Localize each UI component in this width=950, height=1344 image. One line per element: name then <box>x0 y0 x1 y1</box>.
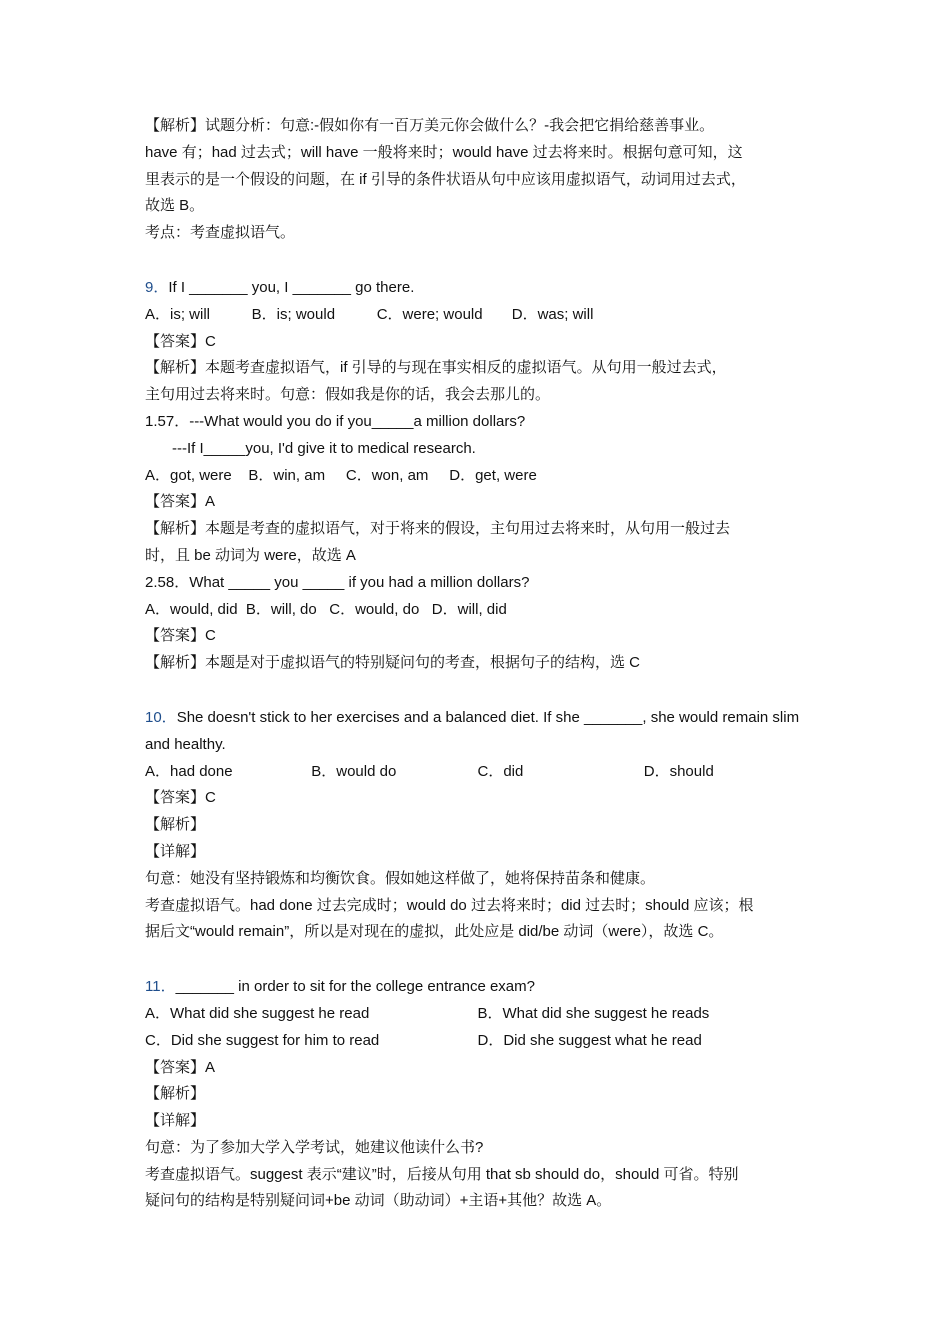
sub-question-stem: 2.58．What _____ you _____ if you had a million dollars? <box>145 573 530 591</box>
analysis-line: 时，且 be 动词为 were，故选 A <box>145 546 356 564</box>
question-10 <box>145 705 810 946</box>
option-b: B．What did she suggest he reads <box>477 1004 710 1022</box>
answer: 【答案】A <box>145 493 216 511</box>
option-d: D．should <box>643 762 714 780</box>
analysis-line: 【解析】本题考查虚拟语气，if 引导的与现在事实相反的虚拟语气。从句用一般过去式， <box>145 359 727 377</box>
question-stem <box>145 974 810 1001</box>
question-text: She doesn't stick to her exercises and a balanced diet. If she _______, she would remain slim <box>176 708 800 726</box>
option-d: D．Did she suggest what he read <box>477 1031 702 1049</box>
option-b: B．would do <box>311 762 397 780</box>
explanation-line: 考查虚拟语气。suggest 表示“建议”时，后接从句用 that sb should do，should 可省。特别 <box>145 1165 739 1183</box>
option-a: A．had done <box>145 762 233 780</box>
option-c: C．Did she suggest for him to read <box>145 1031 380 1049</box>
analysis-line: 里表示的是一个假设的问题，在 if 引导的条件状语从句中应该用虚拟语气，动词用过去式， <box>145 170 746 188</box>
explanation-line: 考查虚拟语气。had done 过去完成时；would do 过去将来时；did 过去时；should 应该；根 <box>145 896 754 914</box>
analysis-heading: 【解析】 <box>145 816 206 834</box>
option-c: C．did <box>477 762 524 780</box>
question-number: 10． <box>145 708 177 726</box>
answer: 【答案】A <box>145 1058 216 1076</box>
answer: 【答案】C <box>145 332 216 350</box>
question-stem-continued: and healthy. <box>145 735 226 753</box>
question-stem <box>145 275 810 302</box>
detail-heading: 【详解】 <box>145 1112 206 1130</box>
analysis-heading: 【解析】 <box>145 1085 206 1103</box>
answer: 【答案】C <box>145 627 216 645</box>
question-options <box>145 759 810 786</box>
document-page <box>145 113 810 1215</box>
explanation-line: 据后文“would remain”，所以是对现在的虚拟，此处应是 did/be 动词（were），故选 C。 <box>145 923 724 941</box>
answer: 【答案】C <box>145 789 216 807</box>
sentence-meaning: 句意：她没有坚持锻炼和均衡饮食。假如她这样做了，她将保持苗条和健康。 <box>145 869 656 887</box>
analysis-line: 【解析】本题是考查的虚拟语气，对于将来的假设，主句用过去将来时，从句用一般过去 <box>145 520 731 538</box>
question-options: A．is; will B．is; would C．were; would D．was; will <box>145 305 594 323</box>
prev-analysis <box>145 113 810 247</box>
sub-question-options: A．would, did B．will, do C．would, do D．will, did <box>145 600 507 618</box>
question-text: If I _______ you, I _______ go there. <box>168 278 415 296</box>
question-options-row <box>145 1001 810 1028</box>
sub-question-stem: 1.57．---What would you do if you_____a million dollars? <box>145 412 526 430</box>
option-a: A．What did she suggest he read <box>145 1004 370 1022</box>
sub-question-stem: ---If I_____you, I'd give it to medical research. <box>172 439 476 457</box>
test-point: 考点：考查虚拟语气。 <box>145 224 296 242</box>
question-number: 9． <box>145 278 169 296</box>
question-number: 11． <box>145 978 176 996</box>
question-stem <box>145 705 810 732</box>
question-options-row <box>145 1028 810 1055</box>
question-11 <box>145 974 810 1215</box>
analysis-line: 【解析】本题是对于虚拟语气的特别疑问句的考查，根据句子的结构，选 C <box>145 654 641 672</box>
analysis-line: 故选 B。 <box>145 197 205 215</box>
analysis-line: have 有；had 过去式；will have 一般将来时；would have 过去将来时。根据句意可知，这 <box>145 143 743 161</box>
question-text: _______ in order to sit for the college entrance exam? <box>175 978 535 996</box>
sub-question-options: A．got, were B．win, am C．won, am D．get, were <box>145 466 537 484</box>
question-9 <box>145 275 810 677</box>
analysis-line: 主句用过去将来时。句意：假如我是你的话，我会去那儿的。 <box>145 386 551 404</box>
sentence-meaning: 句意：为了参加大学入学考试，她建议他读什么书? <box>145 1138 484 1156</box>
detail-heading: 【详解】 <box>145 842 206 860</box>
explanation-line: 疑问句的结构是特别疑问词+be 动词（助动词）+主语+其他？故选 A。 <box>145 1192 612 1210</box>
analysis-line: 【解析】试题分析：句意:-假如你有一百万美元你会做什么？-我会把它捐给慈善事业。 <box>145 117 715 134</box>
